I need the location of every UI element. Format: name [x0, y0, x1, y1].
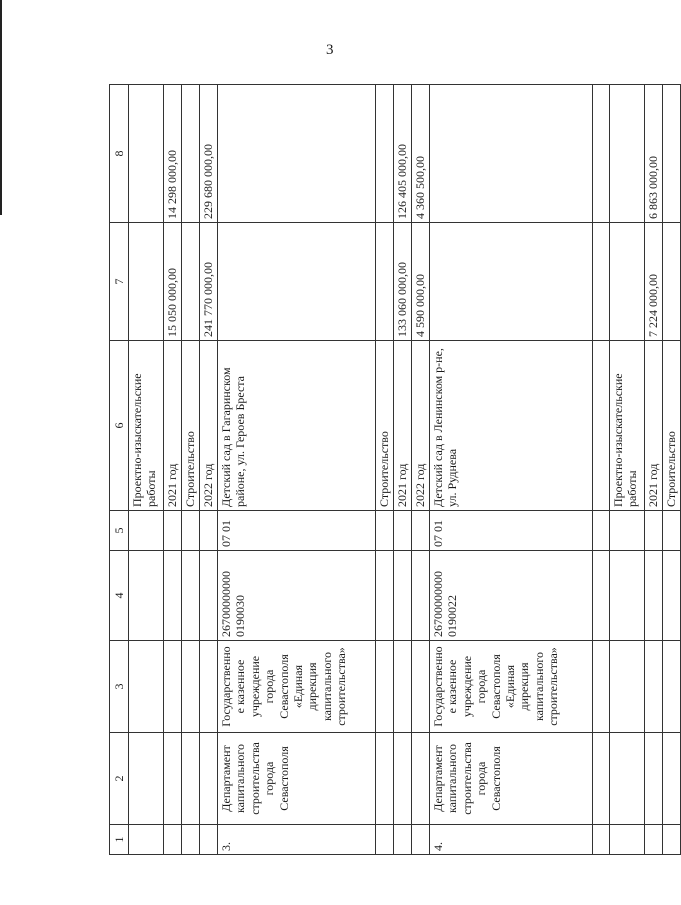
- item-number: 3.: [218, 825, 376, 855]
- amount-cell: 133 060 000,00: [394, 223, 412, 341]
- department-cell: Департамент капитального строительства города Севастополя: [218, 733, 376, 825]
- amount-cell: 14 298 000,00: [164, 85, 182, 223]
- table-row: [645, 85, 663, 855]
- year-label: 2022 год: [412, 341, 430, 511]
- stage-label: Строительство: [663, 341, 681, 511]
- year-label: 2022 год: [200, 341, 218, 511]
- stage-label: Строительство: [182, 341, 200, 511]
- table-row: [200, 85, 218, 855]
- table-row: [593, 85, 610, 855]
- table-row: [376, 85, 394, 855]
- amount-cell: 4 590 000,00: [412, 223, 430, 341]
- budget-code-cell: 26700000000 0190022: [430, 551, 593, 641]
- stage-label: Строительство: [376, 341, 394, 511]
- budget-table: [109, 84, 681, 855]
- header-cell-2: 2: [110, 733, 129, 825]
- section-code-cell: 07 01: [430, 511, 593, 551]
- table-row: [610, 85, 645, 855]
- year-label: 2021 год: [394, 341, 412, 511]
- amount-cell: 7 224 000,00: [645, 223, 663, 341]
- header-cell-6: 6: [110, 341, 129, 511]
- table-row: [663, 85, 681, 855]
- header-cell-1: 1: [110, 825, 129, 855]
- table-row: [164, 85, 182, 855]
- budget-code-cell: 26700000000 0190030: [218, 551, 376, 641]
- amount-cell: 126 405 000,00: [394, 85, 412, 223]
- section-code-cell: 07 01: [218, 511, 376, 551]
- header-cell-5: 5: [110, 511, 129, 551]
- object-cell: Детский сад в Гагаринском районе, ул. Героев Бреста: [218, 341, 376, 511]
- stage-label: Проектно-изыскательские работы: [610, 341, 645, 511]
- table-row: [412, 85, 430, 855]
- scan-edge-mark: [0, 0, 2, 215]
- header-cell-8: 8: [110, 85, 129, 223]
- rotated-table-wrapper: [109, 85, 678, 855]
- year-label: 2021 год: [164, 341, 182, 511]
- header-cell-7: 7: [110, 223, 129, 341]
- year-label: 2021 год: [645, 341, 663, 511]
- amount-cell: 241 770 000,00: [200, 223, 218, 341]
- amount-cell: 229 680 000,00: [200, 85, 218, 223]
- header-cell-4: 4: [110, 551, 129, 641]
- object-cell: Детский сад в Ленинском р-не, ул. Руднева: [430, 341, 593, 511]
- table-row: [129, 85, 164, 855]
- table-row: [430, 85, 593, 855]
- amount-cell: 6 863 000,00: [645, 85, 663, 223]
- stage-label: Проектно-изыскательские работы: [129, 341, 164, 511]
- institution-cell: Государственное казенное учреждение города Севастополя «Единая дирекция капитального строительства»: [430, 641, 593, 733]
- amount-cell: 15 050 000,00: [164, 223, 182, 341]
- amount-cell: 4 360 500,00: [412, 85, 430, 223]
- institution-cell: Государственное казенное учреждение города Севастополя «Единая дирекция капитального строительства»: [218, 641, 376, 733]
- header-cell-3: 3: [110, 641, 129, 733]
- page-number: 3: [326, 42, 334, 58]
- table-row: [182, 85, 200, 855]
- header-row: [110, 85, 129, 855]
- item-number: 4.: [430, 825, 593, 855]
- table-row: [218, 85, 376, 855]
- department-cell: Департамент капитального строительства города Севастополя: [430, 733, 593, 825]
- table-row: [394, 85, 412, 855]
